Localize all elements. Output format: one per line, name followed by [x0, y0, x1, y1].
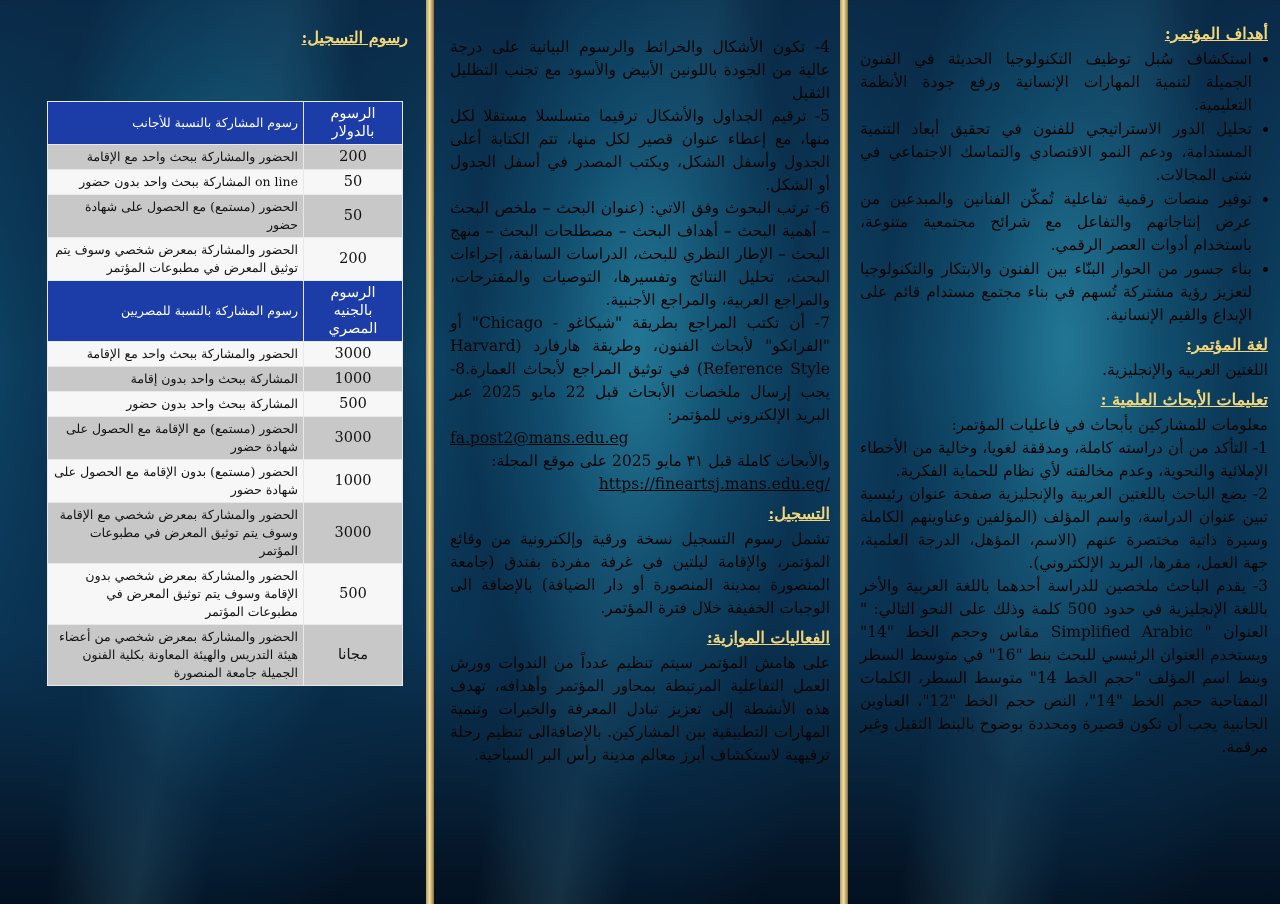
fee-value: 3000 — [304, 417, 403, 460]
guideline-item-7: 7- أن تكتب المراجع بطريقة "شيكاغو - Chicago" أو "الفرانكو" لأبحاث الفنون، وطريقة هارفارد (Harvard Reference Style) في توثيق المراجع لأبحاث العمارة.8- يجب إرسال ملخصات الأبحاث قبل 22 مايو 2025 عبر البريد الإلكتروني للمؤتمر: — [450, 314, 831, 424]
table-row — [48, 342, 403, 367]
fees-heading: رسوم التسجيل: — [301, 28, 408, 47]
egypt-desc-header: رسوم المشاركة بالنسبة للمصريين — [48, 281, 304, 342]
goals-heading: أهداف المؤتمر: — [1164, 24, 1268, 43]
table-row — [48, 281, 403, 342]
table-row — [48, 392, 403, 417]
fee-value: 200 — [304, 145, 403, 170]
fee-description: الحضور والمشاركة ببحث واحد مع الإقامة — [48, 145, 304, 170]
table-row — [48, 564, 403, 625]
instruction-1: 1- التأكد من أن دراسته كاملة، ومدققة لغويا، وخالية من الأخطاء الإملائية والنحوية، وعدم مخالفته لأي نظام للحماية الفكرية. — [860, 439, 1268, 480]
egypt-price-header: الرسوم بالجنيه المصري — [304, 281, 403, 342]
goals-content — [860, 16, 1268, 759]
foreign-desc-header: رسوم المشاركة بالنسبة للأجانب — [48, 102, 304, 145]
table-row — [48, 460, 403, 503]
table-row — [48, 145, 403, 170]
gold-divider — [840, 0, 848, 904]
instruction-3: 3- يقدم الباحث ملخصين للدراسة أحدهما باللغة العربية والأخر باللغة الإنجليزية في حدود 500 كلمة وذلك على النحو التالي: " العنوان " Simplified Arabic مقاس وحجم الخط "14" ويستخدم العنوان الرئيسي للبحث بنط "16" في متوسط السطر وبنط اسم المؤلف "حجم الخط 14" متوسط السطر، الكلمات المفتاحية حجم الخط "14"، النص حجم الخط "12"، العناوين الجانبية يجب أن تكون قصيرة ومحددة بوضوح بالبنط الثقيل وغير مرقمة. — [860, 577, 1268, 756]
guideline-item-4: 4- تكون الأشكال والخرائط والرسوم البيانية على درجة عالية من الجودة باللونين الأبيض والأسود مع تجنب التظليل الثقيل — [450, 38, 830, 102]
fee-description: الحضور والمشاركة ببحث واحد مع الإقامة — [48, 342, 304, 367]
fee-description: الحضور (مستمع) مع الإقامة مع الحصول على شهادة حضور — [48, 417, 304, 460]
registration-text: تشمل رسوم التسجيل نسخة ورقية وإلكترونية من وقائع المؤتمر، والإقامة ليلتين في غرفة مفردة بفندق (جامعة المنصورة بمدينة المنصورة أو دار الضيافة) بالإضافة الى الوجبات الخفيفة خلال فترة المؤتمر. — [450, 530, 830, 617]
registration-heading: التسجيل: — [768, 504, 830, 523]
fee-description: on line المشاركة ببحث واحد بدون حضور — [48, 170, 304, 195]
fee-description: الحضور (مستمع) مع الحصول على شهادة حضور — [48, 195, 304, 238]
table-row — [48, 102, 403, 145]
fee-value: 3000 — [304, 503, 403, 564]
fee-value: 500 — [304, 564, 403, 625]
foreign-price-header: الرسوم بالدولار — [304, 102, 403, 145]
full-papers-note: والأبحاث كاملة قبل ٣١ مايو 2025 على موقع المجلة: — [491, 452, 830, 470]
panel-guidelines — [434, 0, 840, 904]
table-row — [48, 367, 403, 392]
fee-description: الحضور والمشاركة بمعرض شخصي بدون الإقامة وسوف يتم توثيق المعرض في مطبوعات المؤتمر — [48, 564, 304, 625]
fee-description: الحضور والمشاركة بمعرض شخصي من أعضاء هيئة التدريس والهيئة المعاونة بكلية الفنون الجميلة جامعة المنصورة — [48, 625, 304, 686]
fee-description: المشاركة ببحث واحد بدون حضور — [48, 392, 304, 417]
goals-list — [860, 48, 1268, 327]
instructions-intro: معلومات للمشاركين بأبحاث في فاعليات المؤتمر: — [951, 416, 1268, 434]
fee-value: 500 — [304, 392, 403, 417]
guideline-item-6: 6- ترتب البحوث وفق الاتي: (عنوان البحث – ملخص البحث – أهمية البحث – أهداف البحث – مصطلحات البحث – منهج البحث – الإطار النظري للبحث، الدراسات السابقة، إجراءات البحث، تحليل النتائج وتفسيرها، التوصيات والمقترحات، والمراجع العربية، والمراجع الأجنبية. — [450, 199, 830, 309]
panel-conference-goals — [848, 0, 1280, 904]
fee-value: 50 — [304, 170, 403, 195]
fee-value: 3000 — [304, 342, 403, 367]
gold-divider — [426, 0, 434, 904]
parallel-events-text: على هامش المؤتمر سيتم تنظيم عدداً من الندوات وورش العمل التفاعلية المرتبطة بمحاور المؤتمر وأهدافه، تهدف هذه الأنشطة إلى تعزيز تبادل المعرفة والخبرات وتنمية المهارات التطبيقية بين المشاركين. بالإضافةالى تنظيم رحلة ترفيهية لاستكشاف أبرز معالم مدينة رأس البر السياحية. — [450, 654, 830, 764]
instructions-heading: تعليمات الأبحاث العلمية : — [1100, 390, 1268, 409]
list-item: • استكشاف سُبل توظيف التكنولوجيا الحديثة في الفنون الجميلة لتنمية المهارات الإنسانية ورفع جودة الأنظمة التعليمية. — [860, 48, 1252, 117]
table-row — [48, 417, 403, 460]
fee-description: المشاركة ببحث واحد بدون إقامة — [48, 367, 304, 392]
fee-value: 50 — [304, 195, 403, 238]
table-row — [48, 195, 403, 238]
guidelines-content — [450, 36, 830, 767]
panel-registration-fees — [0, 0, 426, 904]
list-item: • بناء جسور من الحوار البنّاء بين الفنون والابتكار والتكنولوجيا لتعزيز رؤية مشتركة تُسهم في بناء مجتمع مستدام قائم على الإبداع والقيم الإنسانية. — [860, 258, 1252, 327]
fee-value: 1000 — [304, 367, 403, 392]
fees-table — [47, 101, 403, 686]
journal-url-link[interactable]: https://fineartsj.mans.edu.eg/ — [598, 475, 830, 493]
fee-value: مجانا — [304, 625, 403, 686]
language-heading: لغة المؤتمر: — [1185, 335, 1268, 354]
list-item: • توفير منصات رقمية تفاعلية تُمكّن الفنانين والمبدعين من عرض إنتاجاتهم والتفاعل مع شرائح مجتمعية متنوعة، باستخدام أدوات العصر الرقمي. — [860, 188, 1252, 257]
list-item: • تحليل الدور الاستراتيجي للفنون في تحقيق أبعاد التنمية المستدامة، ودعم النمو الاقتصادي والتماسك الاجتماعي في شتى المجالات. — [860, 118, 1252, 187]
table-row — [48, 238, 403, 281]
conference-email-link[interactable]: fa.post2@mans.edu.eg — [450, 429, 629, 447]
fee-value: 200 — [304, 238, 403, 281]
fee-value: 1000 — [304, 460, 403, 503]
fee-description: الحضور والمشاركة بمعرض شخصي مع الإقامة وسوف يتم توثيق المعرض في مطبوعات المؤتمر — [48, 503, 304, 564]
table-row — [48, 503, 403, 564]
guideline-item-5: 5- ترقيم الجداول والأشكال ترقيما متسلسلا مستقلا لكل منها، مع إعطاء عنوان قصير لكل منها، تتم الكتابة أعلى الجدول وأسفل الشكل، ويكتب المصدر في أسفل الجدول أو الشكل. — [450, 107, 830, 194]
language-text: اللغتين العربية والإنجليزية. — [1102, 361, 1268, 379]
instruction-2: 2- يضع الباحث باللغتين العربية والإنجليزية صفحة عنوان رئيسية تبين عنوان الدراسة، واسم المؤلف (المؤلفين وعناوينهم الكاملة وسيرة ذاتية مختصرة عنهم (الاسم، المؤهل، الدرجة العلمية، جهة العمل، مقرها، البريد الإلكتروني). — [860, 485, 1268, 572]
table-row — [48, 170, 403, 195]
parallel-events-heading: الفعاليات الموازية: — [706, 628, 830, 647]
table-row — [48, 625, 403, 686]
fee-description: الحضور والمشاركة بمعرض شخصي وسوف يتم توثيق المعرض في مطبوعات المؤتمر — [48, 238, 304, 281]
fee-description: الحضور (مستمع) بدون الإقامة مع الحصول على شهادة حضور — [48, 460, 304, 503]
